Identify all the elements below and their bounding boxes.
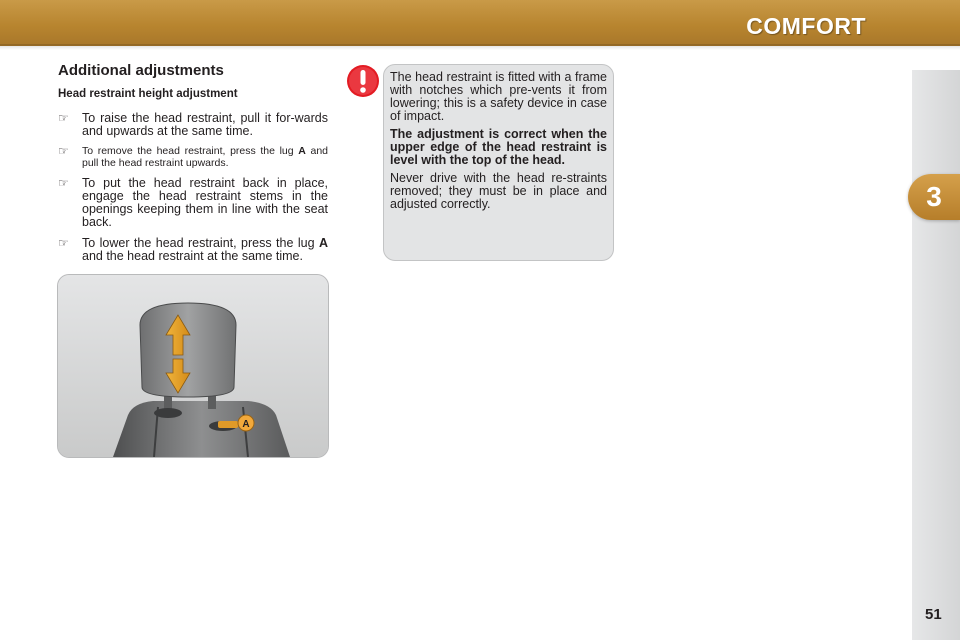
- pointing-hand-icon: ☞: [58, 236, 69, 250]
- lug-marker-label: A: [242, 419, 250, 430]
- warning-paragraph: The head restraint is fitted with a frame with notches which pre-vents it from lowering; this is a safety device in case of impact.: [390, 70, 607, 123]
- list-item: [58, 112, 328, 138]
- pointing-hand-icon: ☞: [58, 176, 69, 190]
- list-item-text: To put the head restraint back in place, engage the head restraint stems in the openings keeping them in line with the seat back.: [82, 176, 328, 229]
- list-item: [58, 237, 328, 263]
- head-restraint-illustration: [57, 274, 329, 458]
- instruction-list: [58, 112, 328, 271]
- pointing-hand-icon: ☞: [58, 111, 69, 125]
- page-number: 51: [925, 606, 942, 623]
- list-item: [58, 146, 328, 169]
- lug-label: A: [298, 145, 306, 157]
- list-item-text: To lower the head restraint, press the lug: [82, 236, 319, 250]
- subsection-title: Head restraint height adjustment: [58, 88, 238, 100]
- list-item-text: and the head restraint at the same time.: [82, 249, 303, 263]
- warning-box: [383, 64, 614, 261]
- list-item-text: and pull the head restraint upwards.: [82, 145, 328, 169]
- warning-paragraph: Never drive with the head re-straints removed; they must be in place and adjusted correctly.: [390, 171, 607, 211]
- list-item: [58, 177, 328, 229]
- list-item-text: To remove the head restraint, press the lug: [82, 145, 299, 157]
- lug-label: A: [318, 236, 328, 250]
- side-strip: [912, 70, 960, 640]
- header-shadow: [0, 44, 960, 50]
- pointing-hand-icon: ☞: [58, 144, 69, 158]
- section-title: Additional adjustments: [58, 62, 224, 79]
- head-restraint-drawing: [58, 275, 328, 457]
- warning-paragraph-bold: The adjustment is correct when the upper edge of the head restraint is level with the top of the head.: [390, 127, 607, 167]
- chapter-title: COMFORT: [746, 13, 866, 39]
- list-item-text: To raise the head restraint, pull it for-wards and upwards at the same time.: [82, 111, 328, 138]
- exclamation-icon: [346, 64, 380, 98]
- chapter-tab[interactable]: 3: [908, 174, 960, 220]
